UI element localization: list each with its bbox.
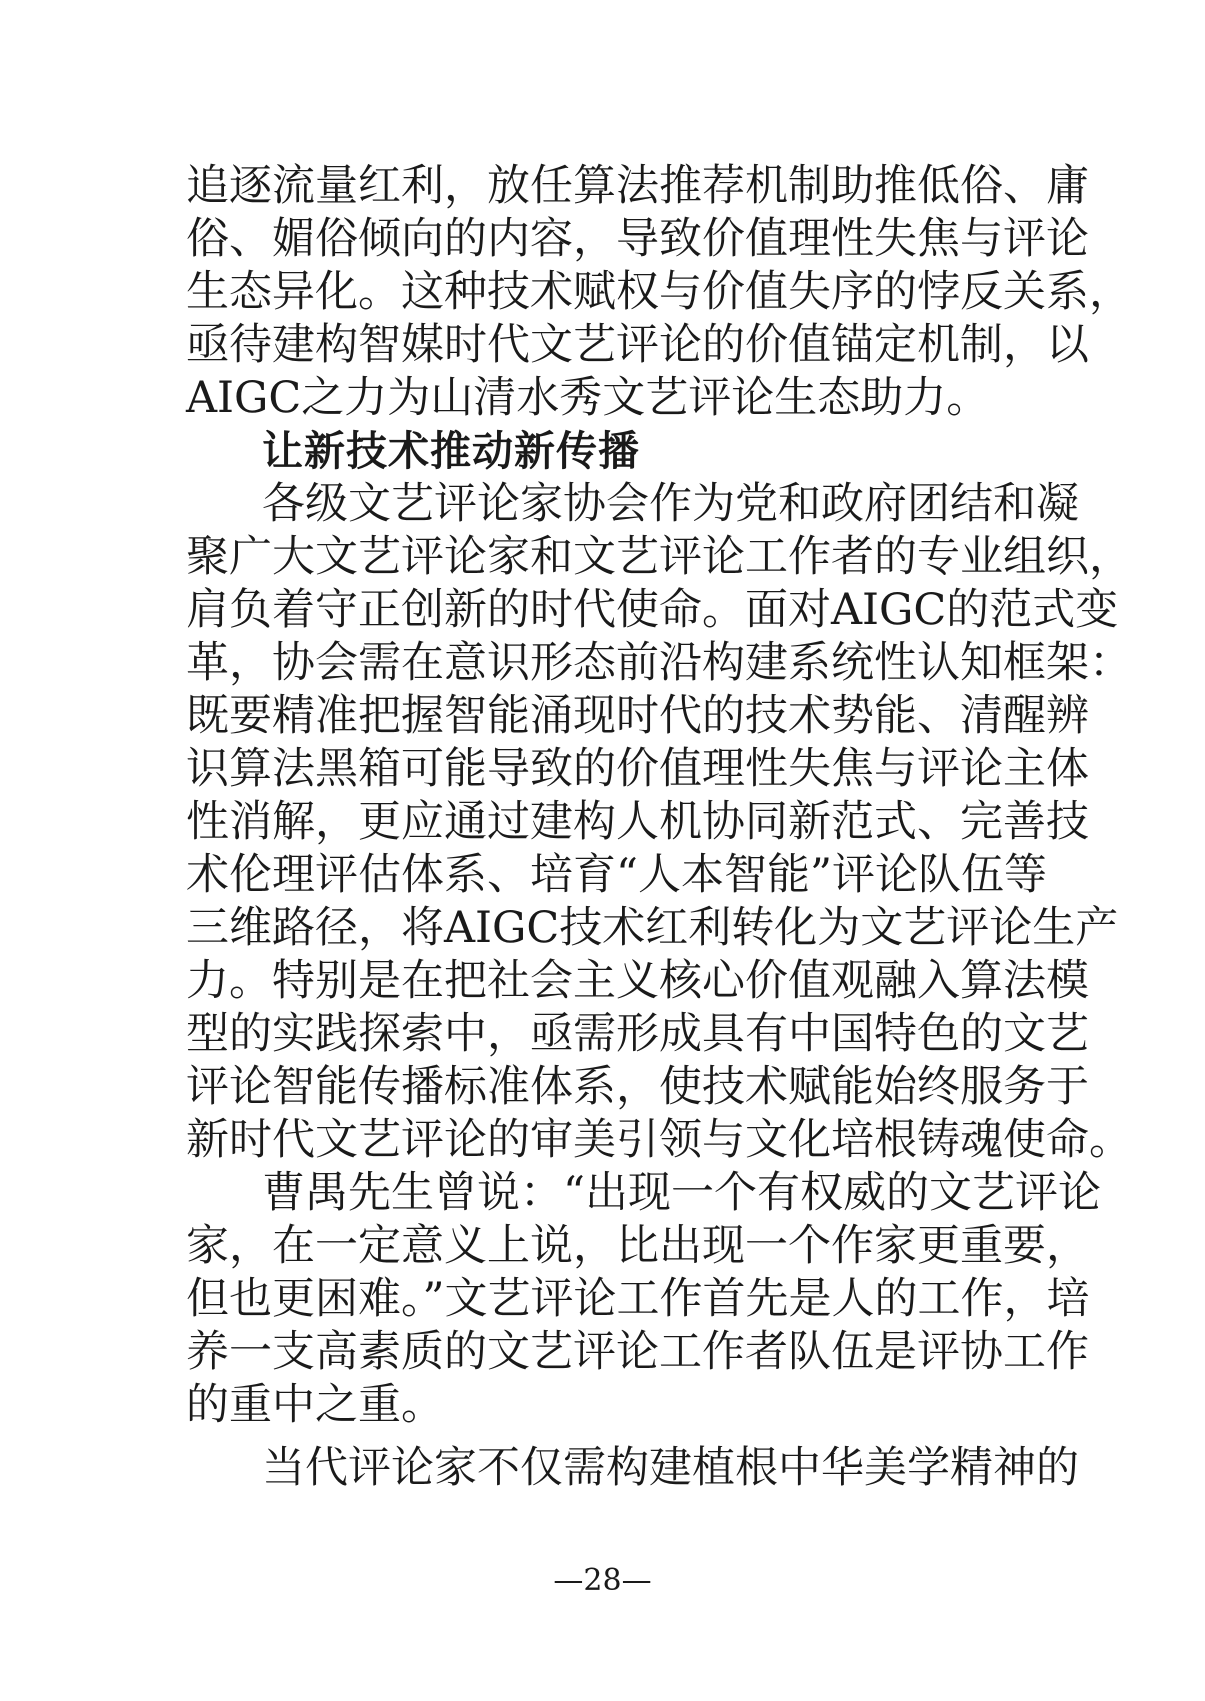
text-line: 俗、媚俗倾向的内容，导致价值理性失焦与评论 bbox=[186, 214, 1089, 264]
text-line: 聚广大文艺评论家和文艺评论工作者的专业组织， bbox=[186, 532, 1132, 582]
text-line: 力。特别是在把社会主义核心价值观融入算法模 bbox=[186, 956, 1089, 1006]
page-number: —28— bbox=[553, 1563, 652, 1598]
text-line: 的重中之重。 bbox=[186, 1380, 444, 1430]
text-line: 生态异化。这种技术赋权与价值失序的悖反关系， bbox=[186, 267, 1132, 317]
text-line: 但也更困难。”文艺评论工作首先是人的工作，培 bbox=[186, 1274, 1090, 1324]
text-line: 术伦理评估体系、培育“人本智能”评论队伍等 bbox=[186, 850, 1047, 900]
text-line: AIGC之力为山清水秀文艺评论生态助力。 bbox=[186, 373, 990, 423]
section-heading: 让新技术推动新传播 bbox=[262, 427, 640, 475]
text-line: 识算法黑箱可能导致的价值理性失焦与评论主体 bbox=[186, 744, 1089, 794]
text-line: 性消解，更应通过建构人机协同新范式、完善技 bbox=[186, 797, 1089, 847]
text-line: 当代评论家不仅需构建植根中华美学精神的 bbox=[262, 1443, 1079, 1493]
text-line: 革，协会需在意识形态前沿构建系统性认知框架： bbox=[186, 638, 1132, 688]
text-line: 肩负着守正创新的时代使命。面对AIGC的范式变 bbox=[186, 585, 1119, 635]
text-line: 评论智能传播标准体系，使技术赋能始终服务于 bbox=[186, 1062, 1089, 1112]
text-line: 亟待建构智媒时代文艺评论的价值锚定机制，以 bbox=[186, 320, 1089, 370]
text-line: 家，在一定意义上说，比出现一个作家更重要， bbox=[186, 1221, 1089, 1271]
text-line: 养一支高素质的文艺评论工作者队伍是评协工作 bbox=[186, 1327, 1089, 1377]
text-line: 既要精准把握智能涌现时代的技术势能、清醒辨 bbox=[186, 691, 1089, 741]
text-line: 曹禺先生曾说：“出现一个有权威的文艺评论 bbox=[262, 1168, 1101, 1218]
text-line: 新时代文艺评论的审美引领与文化培根铸魂使命。 bbox=[186, 1115, 1132, 1165]
text-line: 追逐流量红利，放任算法推荐机制助推低俗、庸 bbox=[186, 161, 1089, 211]
text-line: 各级文艺评论家协会作为党和政府团结和凝 bbox=[262, 479, 1079, 529]
text-line: 型的实践探索中，亟需形成具有中国特色的文艺 bbox=[186, 1009, 1089, 1059]
text-line: 三维路径，将AIGC技术红利转化为文艺评论生产 bbox=[186, 903, 1119, 953]
